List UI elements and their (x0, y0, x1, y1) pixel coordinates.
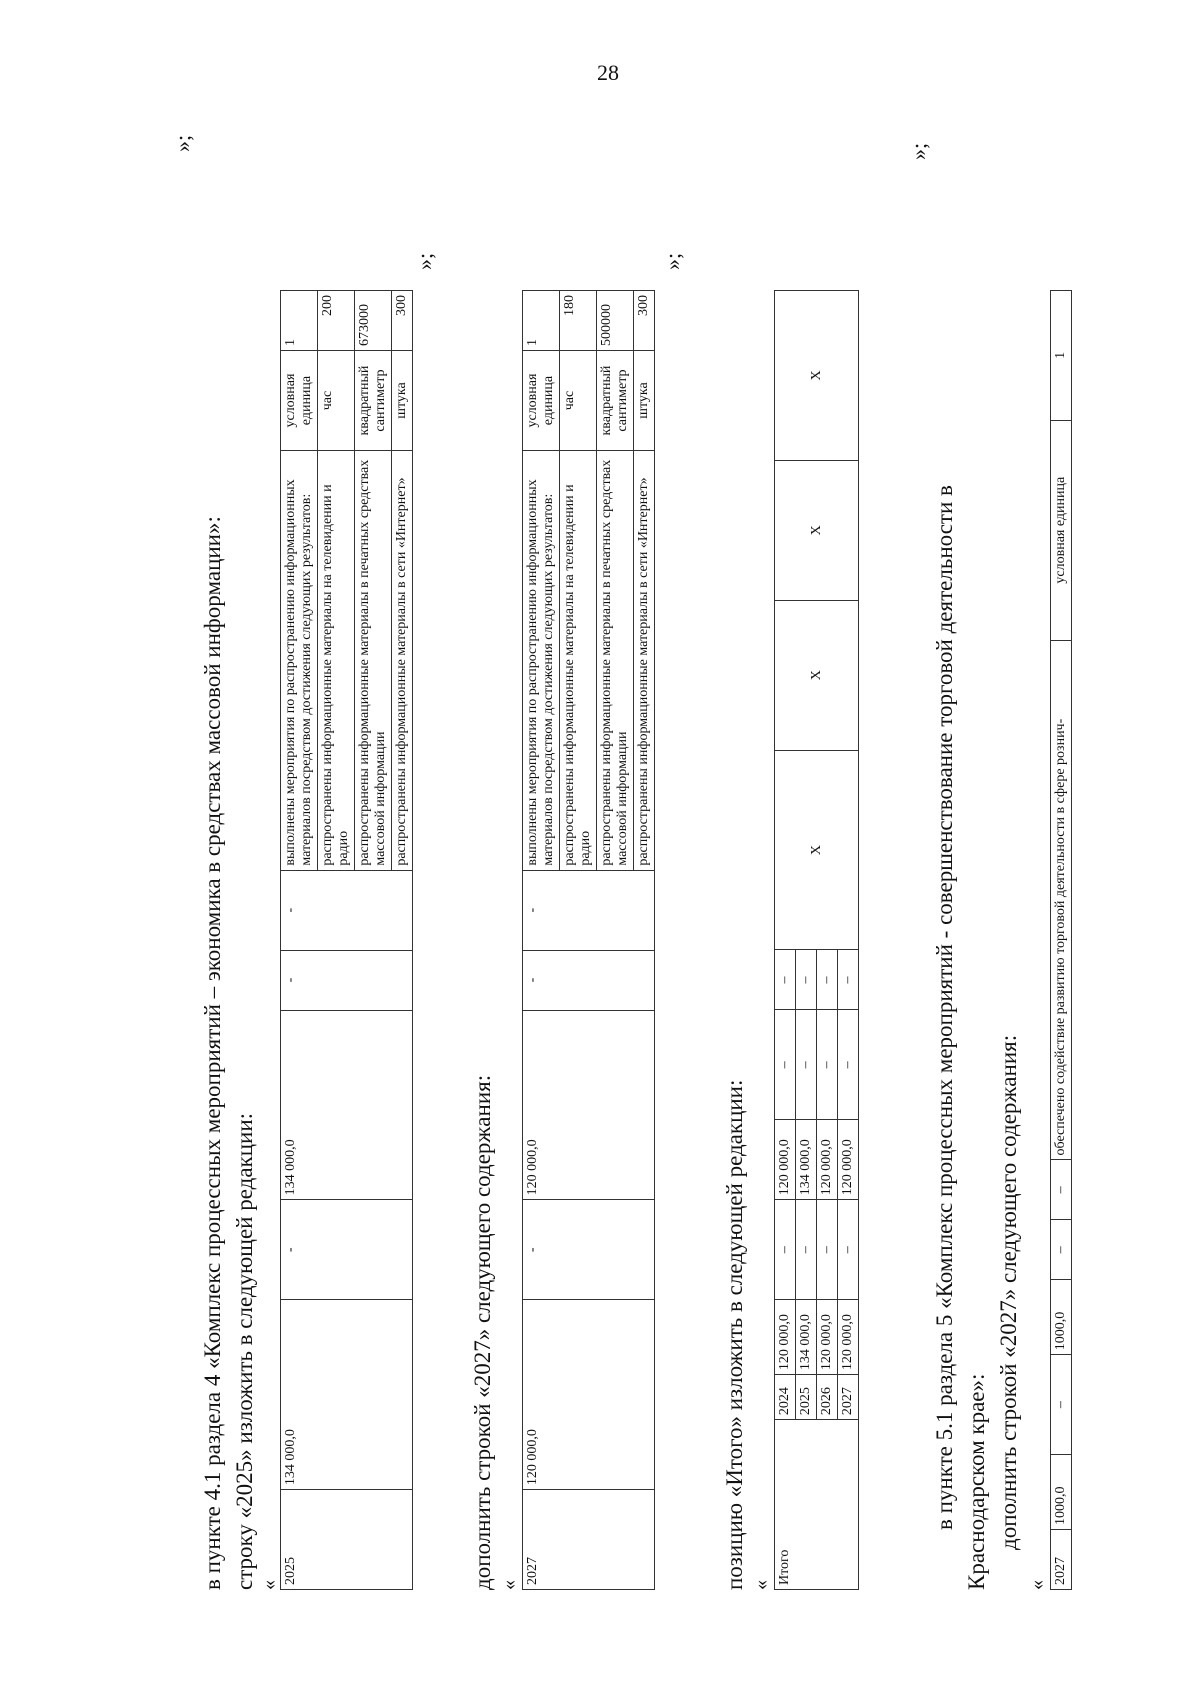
result-value: 673000 (355, 291, 392, 351)
result-unit: квадратный сантиметр (597, 351, 634, 451)
result-value: 200 (318, 291, 355, 351)
result-value: 300 (634, 291, 655, 351)
sec3-totals-table (774, 290, 859, 1590)
result-value: 1 (281, 291, 318, 351)
top-close-quote: »; (170, 134, 195, 152)
budget-col6-cell: – (817, 950, 838, 1010)
totals-label: Итого (775, 1420, 859, 1590)
budget-col4-cell: 134 000,0 (796, 1120, 817, 1200)
result-text: распространены информационные материалы на телевидении и радио (318, 451, 355, 871)
total-cell: 120 000,0 (775, 1300, 796, 1375)
result-unit: квадратный сантиметр (355, 351, 392, 451)
total-cell: 134 000,0 (796, 1300, 817, 1375)
budget-col3-cell: - (281, 1200, 413, 1300)
year-cell: 2027 (523, 1490, 655, 1590)
sec3-close-quote: »; (906, 142, 931, 160)
result-unit: час (318, 351, 355, 451)
result-unit: штука (392, 351, 413, 451)
total-cell: 134 000,0 (281, 1300, 413, 1490)
x-mark-cell: X (775, 750, 859, 950)
sec2-close-quote: »; (660, 252, 685, 270)
x-mark-cell: X (775, 460, 859, 600)
budget-col5-cell: - (281, 950, 413, 1010)
year-cell: 2024 (775, 1375, 796, 1420)
result-value: 180 (560, 291, 597, 351)
year-cell: 2027 (1051, 1530, 1072, 1590)
total-cell: 120 000,0 (523, 1300, 655, 1490)
sec1-intro-line2: строку «2025» изложить в следующей редакции: (232, 1112, 257, 1590)
result-unit: условная единица (1051, 420, 1072, 640)
sec1-open-quote: « (258, 1580, 280, 1590)
budget-col5-cell: – (817, 1010, 838, 1120)
result-value: 300 (392, 291, 413, 351)
sec4-open-quote: « (1026, 1580, 1048, 1590)
sec4-intro-line2: Краснодарском крае»: (964, 1373, 989, 1590)
sec2-table (522, 290, 655, 1590)
budget-col3-cell: – (796, 1200, 817, 1300)
budget-col6-cell: – (838, 950, 859, 1010)
budget-col5-cell: – (1051, 1220, 1072, 1280)
total-cell: 1000,0 (1051, 1455, 1072, 1530)
budget-col3-cell: – (775, 1200, 796, 1300)
year-cell: 2026 (817, 1375, 838, 1420)
sec1-table (280, 290, 413, 1590)
budget-col3-cell: – (1051, 1355, 1072, 1455)
result-unit: условная единица (523, 351, 560, 451)
budget-col3-cell: - (523, 1200, 655, 1300)
table-row (1051, 291, 1072, 1590)
result-unit: условная единица (281, 351, 318, 451)
result-value: 500000 (597, 291, 634, 351)
budget-col6-cell: – (796, 950, 817, 1010)
result-text: обеспечено содействие развитию торговой деятельности в сфере рознич- (1051, 640, 1072, 1160)
result-text: распространены информационные материалы в печатных средствах массовой информации (355, 451, 392, 871)
page-number: 28 (597, 60, 619, 85)
year-cell: 2027 (838, 1375, 859, 1420)
sec3-intro: позицию «Итого» изложить в следующей редакции: (722, 1079, 747, 1590)
budget-col6-cell: - (523, 870, 655, 950)
rotated-document-body (150, 90, 1200, 1590)
sec3-open-quote: « (750, 1580, 772, 1590)
budget-col6-cell: – (775, 950, 796, 1010)
total-cell: 120 000,0 (838, 1300, 859, 1375)
budget-col5-cell: - (523, 950, 655, 1010)
budget-col3-cell: – (817, 1200, 838, 1300)
table-row (281, 291, 318, 1590)
result-text: распространены информационные материалы в сети «Интернет» (392, 451, 413, 871)
result-unit: штука (634, 351, 655, 451)
budget-col4-cell: 120 000,0 (775, 1120, 796, 1200)
budget-col4-cell: 120 000,0 (838, 1120, 859, 1200)
result-text: распространены информационные материалы в сети «Интернет» (634, 451, 655, 871)
table-row (775, 291, 796, 1590)
result-unit: час (560, 351, 597, 451)
budget-col3-cell: – (838, 1200, 859, 1300)
sec4-table (1050, 290, 1072, 1590)
result-value: 1 (1051, 291, 1072, 421)
budget-col5-cell: – (775, 1010, 796, 1120)
budget-col4-cell: 120 000,0 (817, 1120, 838, 1200)
total-cell: 120 000,0 (817, 1300, 838, 1375)
year-cell: 2025 (281, 1490, 413, 1590)
budget-col6-cell: - (281, 870, 413, 950)
result-text: распространены информационные материалы на телевидении и радио (560, 451, 597, 871)
sec1-close-quote: »; (412, 252, 437, 270)
sec1-intro-line1: в пункте 4.1 раздела 4 «Комплекс процессных мероприятий – экономика в средствах массовой информации»: (200, 516, 225, 1590)
budget-col6-cell: – (1051, 1160, 1072, 1220)
sec4-intro-line1: в пункте 5.1 раздела 5 «Комплекс процессных мероприятий - совершенствование торговой деятельности в (932, 485, 957, 1530)
result-text: распространены информационные материалы в печатных средствах массовой информации (597, 451, 634, 871)
year-cell: 2025 (796, 1375, 817, 1420)
result-text: выполнены мероприятия по распространению информационных материалов посредством достижения следующих результатов: (523, 451, 560, 871)
sec2-intro: дополнить строкой «2027» следующего содержания: (470, 1074, 495, 1590)
result-value: 1 (523, 291, 560, 351)
table-row (523, 291, 560, 1590)
x-mark-cell: X (775, 600, 859, 750)
budget-col4-cell: 1000,0 (1051, 1280, 1072, 1355)
sec2-open-quote: « (498, 1580, 520, 1590)
budget-col4-cell: 134 000,0 (281, 1010, 413, 1200)
budget-col5-cell: – (838, 1010, 859, 1120)
budget-col5-cell: – (796, 1010, 817, 1120)
sec4-intro-line3: дополнить строкой «2027» следующего содержания: (996, 1034, 1021, 1550)
x-mark-cell: X (775, 291, 859, 461)
budget-col4-cell: 120 000,0 (523, 1010, 655, 1200)
result-text: выполнены мероприятия по распространению информационных материалов посредством достижения следующих результатов: (281, 451, 318, 871)
